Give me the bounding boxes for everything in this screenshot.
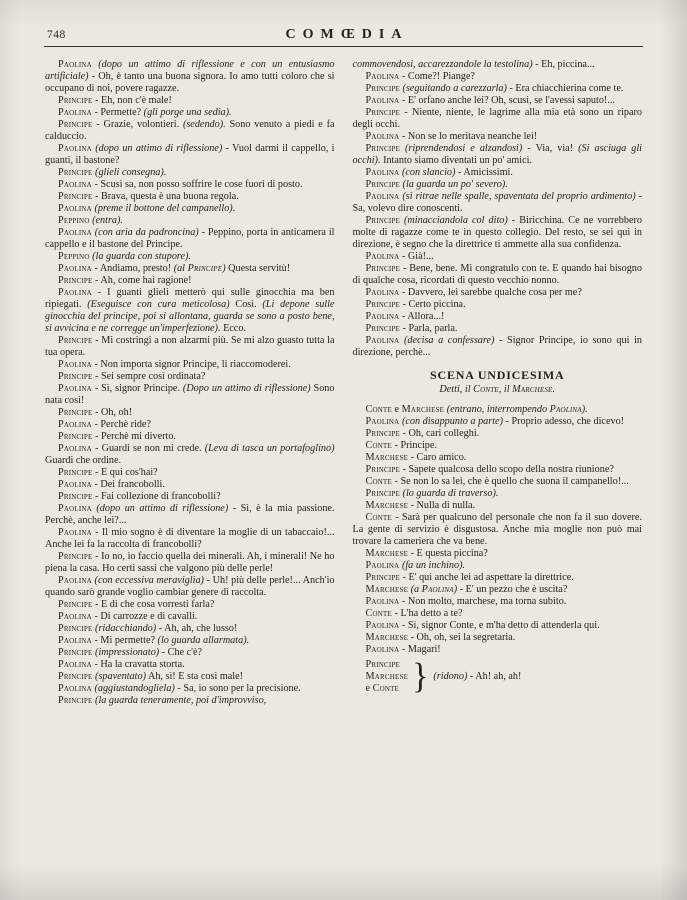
dialogue-paragraph (353, 143, 643, 167)
right-column (353, 59, 643, 707)
dialogue-paragraph (353, 167, 643, 179)
text-segment: Paolina (365, 416, 400, 427)
text-segment: - Andiamo, presto! (91, 263, 174, 274)
dialogue-paragraph (353, 107, 643, 131)
text-segment: Paolina (58, 659, 92, 670)
dialogue-paragraph (353, 548, 643, 560)
text-segment: Paolina (365, 644, 400, 655)
text-segment: Paolina (365, 620, 400, 631)
text-segment: Principe (187, 263, 223, 274)
text-segment: (con eccessiva meraviglia) (91, 575, 204, 586)
dialogue-paragraph (45, 503, 335, 527)
text-segment: Principe (58, 191, 93, 202)
text-segment: Sono venuto a piedi e fa calduccio. (45, 119, 335, 142)
dialogue-paragraph (45, 431, 335, 443)
text-segment: Paolina (58, 263, 92, 274)
text-segment: - Via, via! (522, 143, 579, 154)
dialogue-paragraph (353, 263, 643, 287)
text-segment: (gli porge una sedia). (143, 107, 232, 118)
text-segment: commovendosi, accarezzandole la testolina) (352, 59, 533, 70)
text-segment: Paolina (365, 311, 400, 322)
text-segment: Conte (365, 608, 392, 619)
dialogue-paragraph (45, 371, 335, 383)
text-segment: Principe (365, 428, 400, 439)
text-segment: (Li depone sulle ginocchia del principe, poi si allontana, guarda se sono a posto bene, si avvicina e ne corregge un'imperfezione). (45, 299, 335, 334)
text-segment: Così. (229, 299, 263, 310)
dialogue-paragraph (45, 551, 335, 575)
text-segment: e (365, 683, 373, 694)
text-segment: - Biricchina. Ce ne vorrebbero molte di ragazze come te in questo collegio. Del resto, se sei qui in direzione, è segno che la direttrice ti ammette alla sua confidenza. (352, 215, 642, 250)
right-column-top (353, 59, 643, 359)
text-segment: , il (498, 384, 513, 395)
text-segment: Principe (58, 119, 93, 130)
text-segment: Paolina (58, 527, 92, 538)
dialogue-paragraph (353, 404, 643, 416)
text-segment: Paolina (365, 335, 400, 346)
dialogue-paragraph (45, 335, 335, 359)
scene-title: SCENA UNDICESIMA (430, 368, 565, 382)
text-segment: - Uh! più delle perle!... Anch'io quando sarò grande voglio cambiar genere di raccolta. (45, 575, 335, 598)
text-segment: Principe (365, 464, 400, 475)
text-segment: Intanto siamo diventati un po' amici. (380, 155, 533, 166)
text-segment: (ridacchiando) (92, 623, 157, 634)
text-segment: . (552, 384, 556, 395)
text-segment: (dopo un attimo di riflessione) (91, 143, 223, 154)
dialogue-paragraph (45, 635, 335, 647)
text-segment: Principe (58, 371, 93, 382)
dialogue-paragraph (353, 335, 643, 359)
text-segment: - Nulla di nulla. (408, 500, 476, 511)
text-segment: (preme il bottone del campanello). (91, 203, 236, 214)
dialogue-paragraph (45, 467, 335, 479)
text-segment: Paolina (58, 203, 92, 214)
text-segment: Principe (365, 143, 400, 154)
text-segment: (decisa a confessare) (399, 335, 495, 346)
text-segment: Marchese (365, 632, 409, 643)
laugh-group (353, 659, 643, 695)
dialogue-paragraph (45, 95, 335, 107)
text-segment: Principe (58, 335, 93, 346)
text-segment: (con disappunto a parte) (399, 416, 503, 427)
text-segment: Conte (365, 440, 392, 451)
text-segment: - Certo piccina. (400, 299, 466, 310)
text-segment: Principe (365, 572, 400, 583)
text-segment: - Signor Principe, io sono qui in direzione, perchè... (352, 335, 642, 358)
text-segment: - Parla, parla. (400, 323, 458, 334)
text-segment: - E' orfano anche lei? Oh, scusi, se l'avessi saputo!... (399, 95, 615, 106)
text-segment: (la guarda un po' severo). (400, 179, 508, 190)
text-segment: Paolina (58, 179, 92, 190)
text-segment: Peppino (58, 215, 90, 226)
text-segment: - Sarà per qualcuno del personale che non fa il suo dovere. La gente di servizio è disgustosa. Anche mia moglie non può mai trovare la cameriera che va bene. (352, 512, 642, 547)
text-segment: Paolina (365, 251, 400, 262)
laugh-names (366, 659, 409, 695)
dialogue-paragraph (353, 440, 643, 452)
text-segment: - Caro amico. (408, 452, 467, 463)
text-segment: (sedendo). (182, 119, 226, 130)
scene-heading-block (353, 369, 643, 396)
text-segment: - Oh, oh, sei la segretaria. (408, 632, 516, 643)
text-segment: Paolina (365, 560, 400, 571)
text-segment: Principe (365, 263, 400, 274)
dialogue-paragraph (353, 215, 643, 251)
text-segment: - Oh, è tanto una buona signora. Io amo tutti coloro che si occupano di noi, povere ragazze. (45, 71, 335, 94)
dialogue-paragraph (45, 443, 335, 467)
text-segment: ) (453, 584, 458, 595)
text-segment: Paolina (58, 143, 92, 154)
text-segment: - Era chiacchierina come te. (506, 83, 624, 94)
text-segment: Paolina (58, 383, 92, 394)
text-segment: - Scusi sa, non posso soffrire le cose fuori di posto. (91, 179, 303, 190)
dialogue-paragraph (353, 71, 643, 83)
dialogue-paragraph (45, 107, 335, 119)
text-segment: - Sì, signor Principe. (91, 383, 183, 394)
text-segment: Paolina (58, 635, 92, 646)
text-segment: Paolina (365, 287, 400, 298)
text-columns (0, 47, 687, 707)
text-segment: - Vuol darmi il cappello, i guanti, il bastone? (45, 143, 335, 166)
text-segment: - Niente, niente, le lagrime alla mia età sono un riparo degli occhi. (352, 107, 642, 130)
dialogue-paragraph (45, 263, 335, 275)
text-segment: Detti, il (439, 384, 474, 395)
text-segment: Paolina (58, 359, 92, 370)
text-segment: (con aria da padroncina) (91, 227, 199, 238)
scene-subtitle (353, 384, 643, 396)
text-segment: - E' un pezzo che è uscita? (457, 584, 568, 595)
dialogue-paragraph (353, 179, 643, 191)
text-segment: Marchese (365, 452, 409, 463)
dialogue-paragraph (353, 476, 643, 488)
text-segment: (si ritrae nelle spalle, spaventata del proprio ardimento) (399, 191, 636, 202)
text-segment: - Magari! (399, 644, 441, 655)
text-segment: (entra). (89, 215, 123, 226)
text-segment: Principe (58, 491, 93, 502)
text-segment: - E questa piccina? (408, 548, 488, 559)
text-segment: Principe (58, 623, 93, 634)
text-segment: Principe (58, 275, 93, 286)
text-segment: (Dopo un attimo di riflessione) (182, 383, 311, 394)
text-segment: Principe (365, 488, 400, 499)
text-segment: Marchese (365, 584, 409, 595)
text-segment: Paolina (58, 287, 92, 298)
text-segment: - Peppino, porta in anticamera il cappello e il bastone del Principe. (45, 227, 335, 250)
text-segment: - Ah, come hai ragione! (92, 275, 192, 286)
text-segment: - Di carrozze e di cavalli. (91, 611, 198, 622)
text-segment: Paolina (365, 95, 400, 106)
page-number: 748 (47, 29, 66, 41)
text-segment: (Eseguisce con cura meticolosa) (87, 299, 230, 310)
text-segment: - Oh, cari colleghi. (400, 428, 480, 439)
text-segment: Paolina (58, 227, 92, 238)
text-segment: Paolina (58, 107, 92, 118)
dialogue-paragraph (353, 59, 643, 71)
text-segment: Principe (58, 167, 93, 178)
text-segment: - Il mio sogno è di diventare la moglie di un tabaccaio!... Anche lei fa la raccolta di francobolli? (45, 527, 335, 550)
text-segment: - Amicissimi. (455, 167, 513, 178)
text-segment: (entrano, interrompendo (444, 404, 550, 415)
text-segment: Principe (58, 467, 93, 478)
page-header (0, 0, 687, 46)
dialogue-paragraph (353, 311, 643, 323)
text-segment: - Sapete qualcosa dello scopo della nostra riunione? (400, 464, 614, 475)
dialogue-paragraph (45, 611, 335, 623)
dialogue-paragraph (45, 623, 335, 635)
text-segment: (fa un inchino). (399, 560, 466, 571)
publication-title: COMŒDIA (285, 27, 409, 42)
dialogue-paragraph (45, 179, 335, 191)
dialogue-paragraph (353, 488, 643, 500)
text-segment: Conte (473, 384, 499, 395)
text-segment: (lo guarda di traverso). (400, 488, 499, 499)
text-segment: Ecco. (220, 323, 246, 334)
laugh-name-line (366, 659, 409, 671)
dialogue-paragraph (353, 584, 643, 596)
dialogue-paragraph (353, 464, 643, 476)
dialogue-paragraph (45, 659, 335, 671)
text-segment: Principe (365, 299, 400, 310)
text-segment: - E di che cosa vorresti farla? (92, 599, 215, 610)
dialogue-paragraph (353, 632, 643, 644)
dialogue-paragraph (353, 287, 643, 299)
text-segment: - Davvero, lei sarebbe qualche cosa per me? (399, 287, 582, 298)
text-segment: (ridono) (433, 671, 468, 682)
text-segment: (la guarda con stupore). (89, 251, 191, 262)
dialogue-paragraph (45, 527, 335, 551)
dialogue-paragraph (45, 275, 335, 287)
text-segment: - Brava, questa è una buona regola. (92, 191, 239, 202)
text-segment: Paolina (58, 419, 92, 430)
text-segment: - Ha la cravatta storta. (91, 659, 185, 670)
dialogue-paragraph (45, 287, 335, 335)
text-segment: Principe (365, 83, 400, 94)
text-segment: Marchese (365, 548, 409, 559)
dialogue-paragraph (45, 599, 335, 611)
text-segment: Paolina (58, 575, 92, 586)
dialogue-paragraph (353, 131, 643, 143)
text-segment: Principe (58, 407, 93, 418)
dialogue-paragraph (353, 620, 643, 632)
text-segment: (aggiustandogliela) (91, 683, 175, 694)
text-segment: - Mi costringi a non alzarmi più. Se mi alzo guasto tutta la tua opera. (45, 335, 335, 358)
text-segment: - E qui cos'hai? (92, 467, 158, 478)
text-segment: (a (408, 584, 422, 595)
text-segment: Marchese (512, 384, 553, 395)
text-segment: Marchese (365, 671, 409, 682)
text-segment: Paolina (58, 59, 92, 70)
text-segment: - E' qui anche lei ad aspettare la direttrice. (400, 572, 574, 583)
text-segment: Principe (58, 431, 93, 442)
left-column (45, 59, 335, 707)
laugh-name-line (366, 683, 409, 695)
dialogue-paragraph (353, 95, 643, 107)
dialogue-paragraph (45, 383, 335, 407)
dialogue-paragraph (353, 416, 643, 428)
text-segment: Ah, sì! E sta così male! (145, 671, 244, 682)
text-segment: (glieli consegna). (92, 167, 167, 178)
text-segment: (riprendendosi e alzandosi) (400, 143, 523, 154)
text-segment: - Fai collezione di francobolli? (92, 491, 221, 502)
dialogue-paragraph (45, 695, 335, 707)
dialogue-paragraph (45, 419, 335, 431)
text-segment: - Se non lo sa lei, che è quello che suona il campanello!... (391, 476, 629, 487)
text-segment: Principe (365, 659, 400, 670)
dialogue-paragraph (45, 407, 335, 419)
laugh-name-line (366, 671, 409, 683)
right-column-bottom (353, 404, 643, 656)
text-segment: Sono nata così! (45, 383, 335, 406)
text-segment: Principe (58, 671, 93, 682)
text-segment: - Ah, ah, che lusso! (156, 623, 238, 634)
dialogue-paragraph (353, 644, 643, 656)
text-segment: Paolina (365, 596, 400, 607)
text-segment: - Sa, io sono per la precisione. (174, 683, 301, 694)
text-segment: Principe (58, 695, 93, 706)
text-segment: (dopo un attimo di riflessione) (91, 503, 229, 514)
text-segment: - I guanti glieli metterò qui sulle ginocchia ma ben ripiegati. (45, 287, 335, 310)
text-segment: Paolina (58, 443, 92, 454)
text-segment: - Sì, è la mia passione. Perchè, anche lei?... (45, 503, 335, 526)
text-segment: - Sì, signor Conte, e m'ha detto di attenderla qui. (399, 620, 600, 631)
text-segment: Conte (365, 476, 392, 487)
text-segment: - Sa, volevo dire conoscenti. (352, 191, 642, 214)
text-segment: - Bene, bene. Mi congratulo con te. E quando hai bisogno di qualche cosa, ricordati di questo vecchio nonno. (352, 263, 642, 286)
text-segment: Principe (58, 95, 93, 106)
dialogue-paragraph (353, 452, 643, 464)
text-segment: - Dei francobolli. (91, 479, 165, 490)
text-segment: - Permette? (91, 107, 144, 118)
text-segment: - Proprio adesso, che dicevo! (502, 416, 625, 427)
text-segment: Conte (365, 512, 392, 523)
text-segment: Marchese (401, 404, 445, 415)
text-segment: (con slancio) (399, 167, 456, 178)
text-segment: Principe (58, 599, 93, 610)
dialogue-paragraph (45, 491, 335, 503)
text-segment: (la guarda teneramente, poi d'improvviso, (92, 695, 267, 706)
text-segment: - Perchè mi diverto. (92, 431, 176, 442)
text-segment: - Guardi se non mi crede. (91, 443, 205, 454)
text-segment: - Come?! Piange? (399, 71, 475, 82)
dialogue-paragraph (45, 203, 335, 215)
text-segment: Principe (58, 551, 93, 562)
dialogue-paragraph (353, 572, 643, 584)
text-segment: - Io no, io faccio quella dei minerali. Ah, i minerali! Ne ho piena la casa. Ho certi sassi che valgono più delle perle! (45, 551, 335, 574)
text-segment: Principe (365, 215, 400, 226)
dialogue-paragraph (45, 227, 335, 251)
text-segment: Paolina (365, 191, 400, 202)
text-segment: Marchese (365, 500, 409, 511)
text-segment: Paolina (58, 683, 92, 694)
text-segment: - Eh, piccina... (532, 59, 595, 70)
text-segment: - L'ha detto a te? (391, 608, 463, 619)
text-segment: - Principe. (391, 440, 437, 451)
text-segment: (Leva di tasca un portafoglino) (204, 443, 335, 454)
dialogue-paragraph (353, 608, 643, 620)
text-segment: - Eh, non c'è male! (92, 95, 172, 106)
text-segment: (al (173, 263, 188, 274)
dialogue-paragraph (353, 251, 643, 263)
brace-glyph: } (412, 657, 429, 696)
text-segment: Paolina (365, 131, 400, 142)
text-segment: - Perchè ride? (91, 419, 152, 430)
text-segment: e (391, 404, 402, 415)
dialogue-paragraph (45, 671, 335, 683)
text-segment: - Già!... (399, 251, 434, 262)
text-segment: Questa servitù! (225, 263, 291, 274)
text-segment: (Si asciuga gli occhi). (352, 143, 642, 166)
text-segment: - Oh, oh! (92, 407, 133, 418)
dialogue-paragraph (45, 479, 335, 491)
text-segment: - Grazie, volontieri. (92, 119, 183, 130)
text-segment: - Sei sempre così ordinata? (92, 371, 206, 382)
text-segment: - Non importa signor Principe, li riaccomoderei. (91, 359, 291, 370)
text-segment: - Mi permette? (91, 635, 158, 646)
text-segment: Peppino (58, 251, 90, 262)
text-segment: Paolina (421, 584, 454, 595)
text-segment: (minacciandola col dito) (400, 215, 508, 226)
text-segment: ) (222, 263, 226, 274)
dialogue-paragraph (45, 683, 335, 695)
text-segment: Paolina (549, 404, 582, 415)
text-segment: Paolina (58, 479, 92, 490)
laugh-text (433, 671, 521, 683)
text-segment: (dopo un attimo di riflessione e con un entusiasmo artificiale) (45, 59, 335, 82)
text-segment: (spaventato) (92, 671, 146, 682)
dialogue-paragraph (353, 299, 643, 311)
text-segment: (seguitando a carezzarla) (400, 83, 507, 94)
text-segment: (lo guarda allarmata). (157, 635, 250, 646)
text-segment: Paolina (58, 503, 92, 514)
text-segment: Paolina (58, 611, 92, 622)
dialogue-paragraph (45, 119, 335, 143)
text-segment: Conte (365, 404, 392, 415)
dialogue-paragraph (353, 512, 643, 548)
dialogue-paragraph (45, 59, 335, 95)
text-segment: - Non molto, marchese, ma torna subito. (399, 596, 567, 607)
text-segment: (impressionato) (92, 647, 160, 658)
dialogue-paragraph (45, 575, 335, 599)
dialogue-paragraph (353, 323, 643, 335)
text-segment: Guardi che ordine. (45, 455, 122, 466)
dialogue-paragraph (353, 560, 643, 572)
text-segment: Principe (365, 107, 400, 118)
dialogue-paragraph (353, 191, 643, 215)
text-segment: Principe (58, 647, 93, 658)
dialogue-paragraph (45, 143, 335, 167)
dialogue-paragraph (45, 191, 335, 203)
text-segment: Principe (365, 179, 400, 190)
dialogue-paragraph (353, 596, 643, 608)
dialogue-paragraph (45, 251, 335, 263)
text-segment: - Ah! ah, ah! (467, 671, 522, 682)
text-segment: Paolina (365, 71, 400, 82)
dialogue-paragraph (45, 167, 335, 179)
dialogue-paragraph (353, 428, 643, 440)
text-segment: - Che c'è? (159, 647, 203, 658)
text-segment: Principe (365, 323, 400, 334)
dialogue-paragraph (353, 500, 643, 512)
text-segment: Paolina (365, 167, 400, 178)
text-segment: - Allora...! (399, 311, 445, 322)
dialogue-paragraph (45, 215, 335, 227)
dialogue-paragraph (353, 83, 643, 95)
dialogue-paragraph (45, 359, 335, 371)
text-segment: - Non se lo meritava neanche lei! (399, 131, 538, 142)
text-segment: Conte (372, 683, 400, 694)
dialogue-paragraph (45, 647, 335, 659)
text-segment: ). (581, 404, 588, 415)
